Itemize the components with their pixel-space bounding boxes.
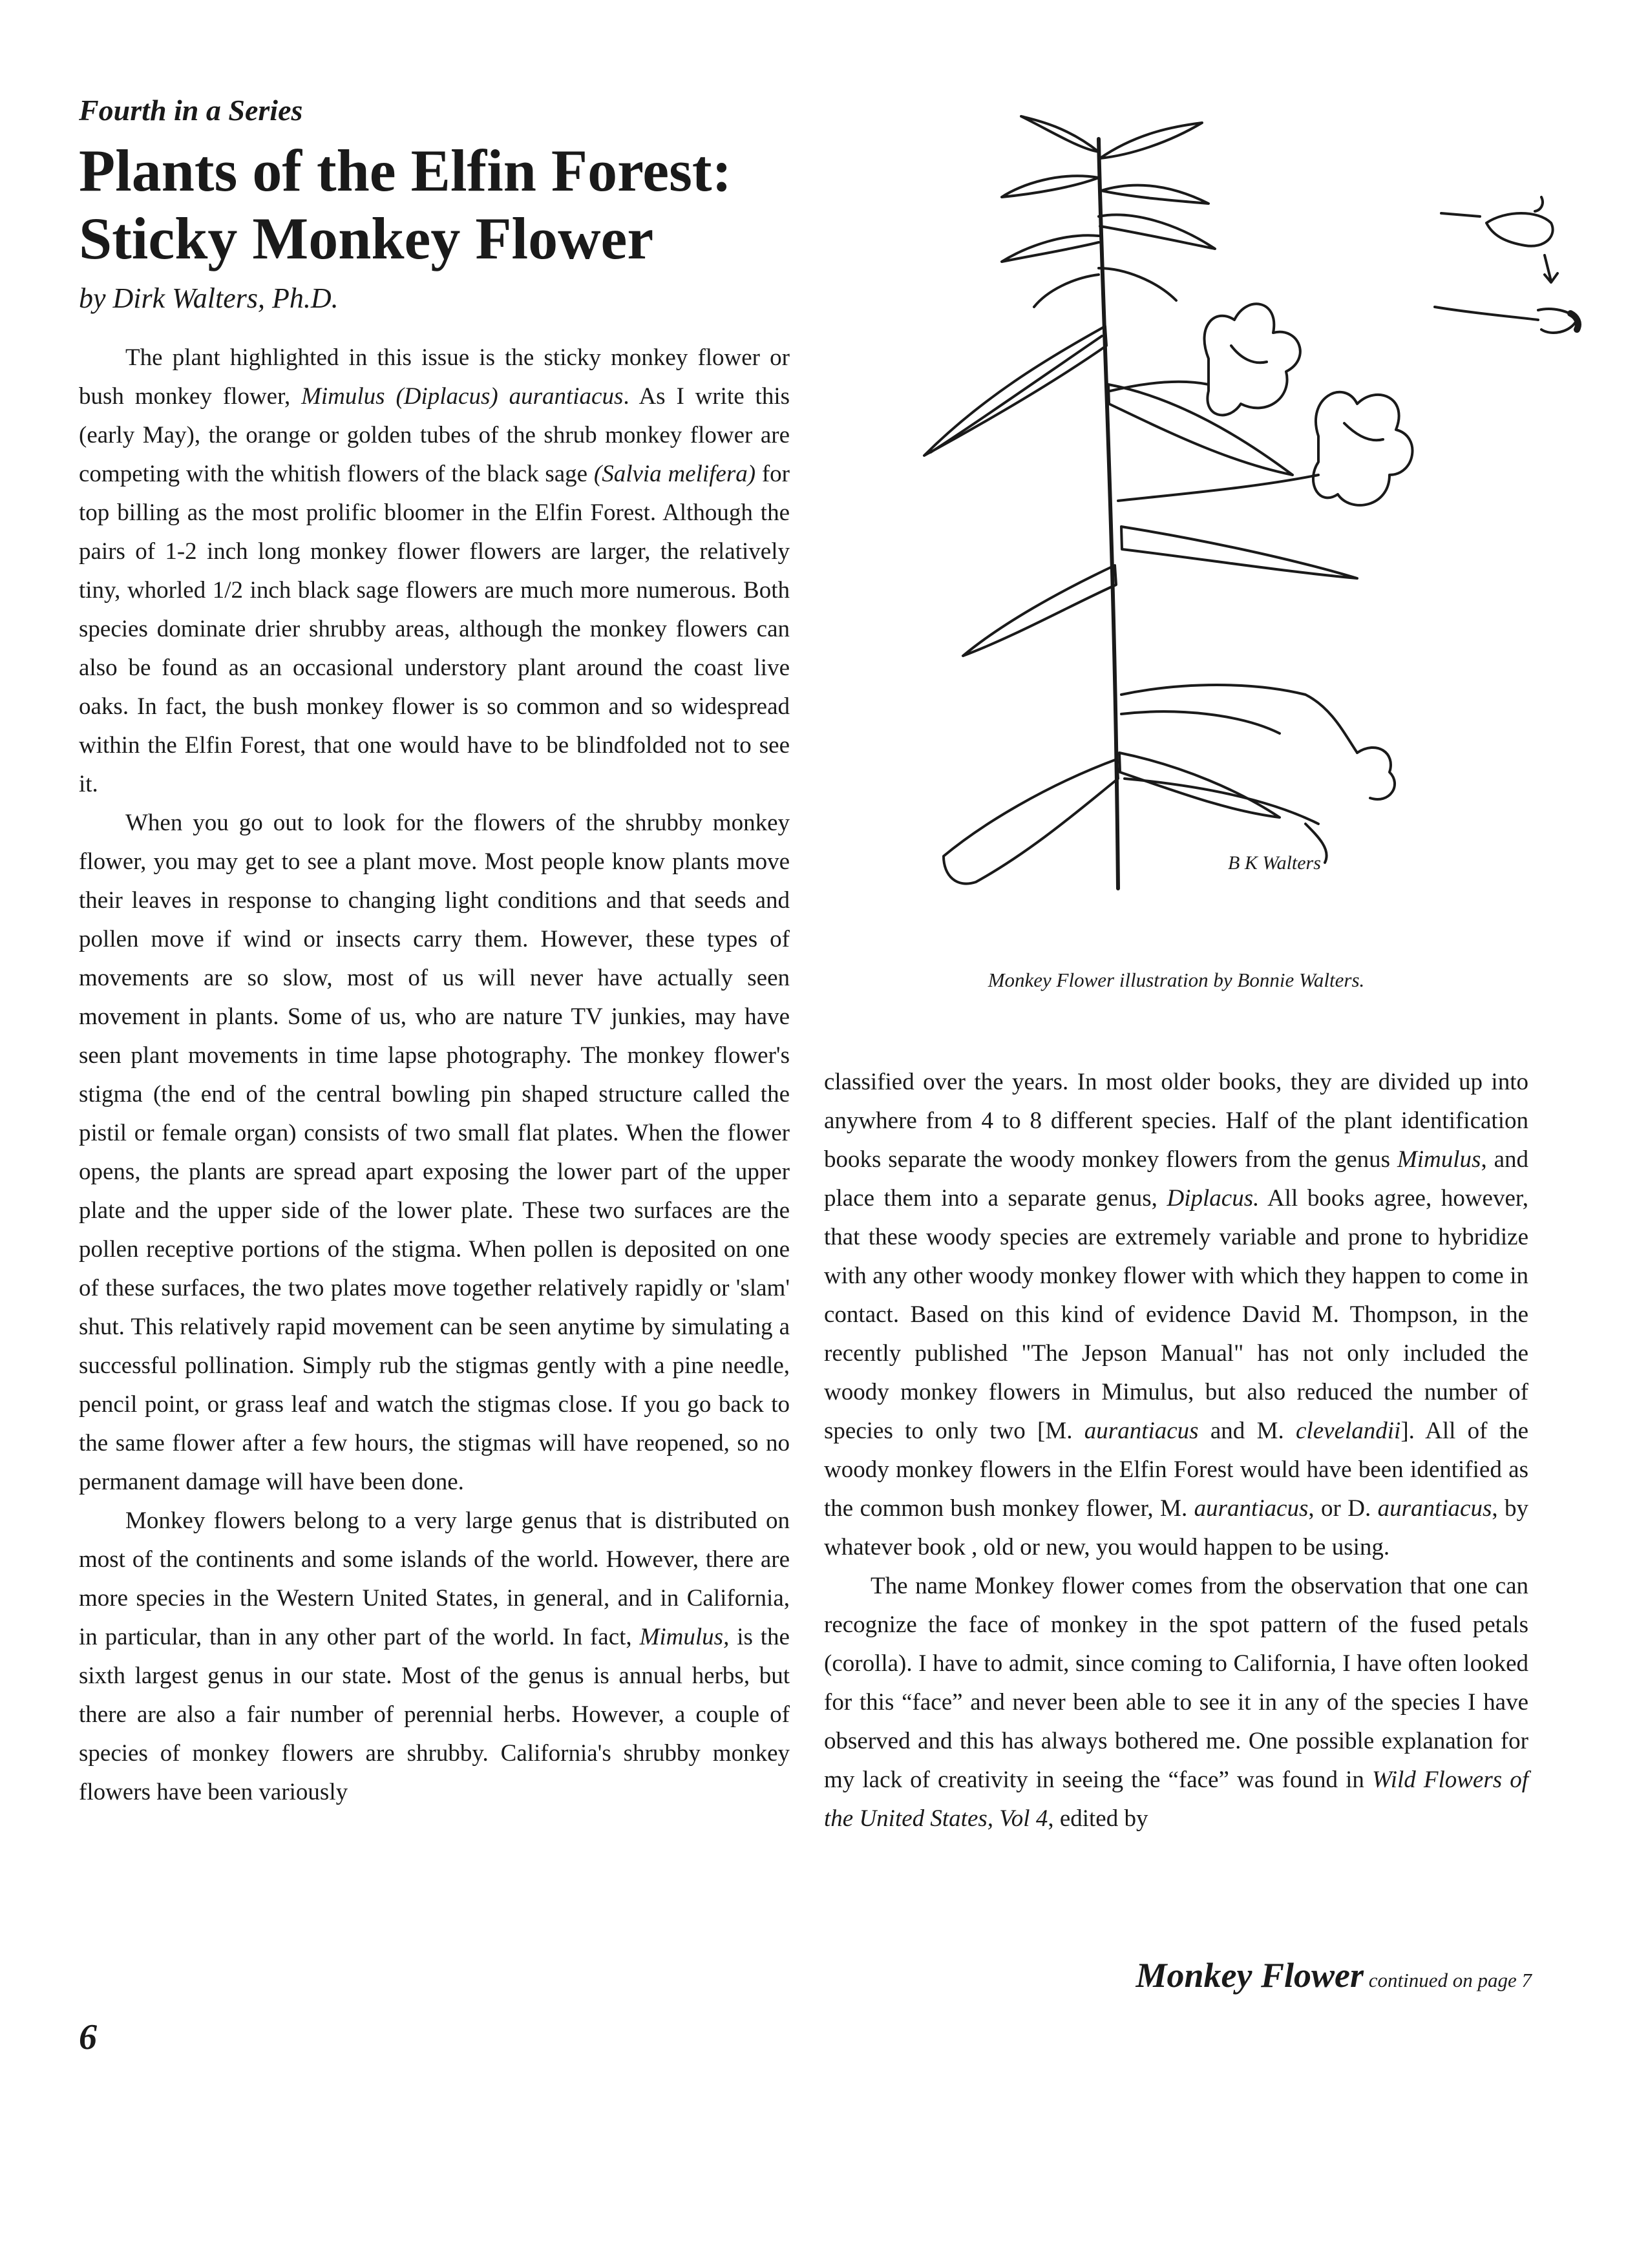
text-run: for top billing as the most prolific bloomer in the Elfin Forest. Although the pairs of 1-2 inch long monkey flower flowers are larger, the relatively tiny, whorled 1/2 inch black sage flowers are much more numerous. Both species dominate drier shrubby areas, although the monkey flowers can also be found as an occasional understory plant around the coast live oaks. In fact, the bush monkey flower is so common and so widespread within the Elfin Forest, that one would have to be blindfolded not to see it. [79,461,790,797]
illustration-caption: Monkey Flower illustration by Bonnie Walters. [988,969,1365,991]
illustration [905,113,1590,927]
text-run: All books agree, however, that these woody species are extremely variable and prone to hybridize with any other woody monkey flower with which they happen to come in contact. Based on this kind of evidence David M. Thompson, in the recently published "The Jepson Manual" has not only included the woody monkey flowers in Mimulus, but also reduced the number of species to only two [M. [824,1185,1528,1444]
text-run: , edited by [1048,1805,1148,1832]
title-line-2: Sticky Monkey Flower [79,205,654,271]
text-run: . As I write this (early May), the orange or golden tubes of the shrub monkey flower are competing with the whitish flowers of the black sage [79,383,790,487]
species-name: aurantiacus [1084,1418,1199,1444]
text-run: , and place them into a separate genus, [824,1146,1528,1212]
text-run: , or D. [1308,1495,1378,1522]
illustration-signature: B K Walters [1228,852,1321,874]
series-kicker: Fourth in a Series [79,94,303,127]
paragraph-movement: When you go out to look for the flowers of the shrubby monkey flower, you may get to see a plant move. Most people know plants move their leaves in response to changing light conditions and that seeds and pollen move if wind or insects carry them. However, these types of movements are so slow, most of us will never have actually seen movement in plants. Some of us, who are nature TV junkies, may have seen plant movements in time lapse photography. The monkey flower's stigma (the end of the central bowling pin shaped structure called the pistil or female organ) consists of two small flat plates. When the flower opens, the plants are spread apart exposing the lower part of the upper plate and the upper side of the lower plate. These two surfaces are the pollen receptive portions of the stigma. When pollen is deposited on one of these surfaces, the two plates move together relatively rapidly or 'slam' shut. This relatively rapid movement can be seen anytime by simulating a successful pollination. Simply rub the stigmas gently with a pine needle, pencil point, or grass leaf and watch the stigmas close. If you go back to the same flower after a few hours, the stigmas will have reopened, so no permanent damage will have been done. [79,810,790,1495]
text-run: The plant highlighted in this issue is the sticky monkey flower or bush monkey flower, [79,344,790,410]
text-run: and M. [1198,1418,1296,1444]
text-run: ]. All of the woody monkey flowers in the Elfin Forest would have been identified as the common bush monkey flower, M. [824,1418,1528,1522]
paragraph-genus [79,1502,790,1812]
species-name: (Salvia melifera) [593,461,756,487]
species-name: Mimulus (Diplacus) aurantiacus [301,383,624,410]
text-run: , by whatever book , old or new, you would happen to be using. [824,1495,1528,1560]
monkey-flower-drawing-icon [905,113,1590,927]
paragraph-classification [824,1063,1528,1567]
continued-page-ref: continued on page 7 [1363,1969,1532,1991]
right-column [824,1063,1528,1838]
left-column [79,339,790,1812]
article-title [79,137,854,273]
paragraph-name-origin [824,1567,1528,1838]
text-run: The name Monkey flower comes from the observation that one can recognize the face of monkey in the spot pattern of the fused petals (corolla). I have to admit, since coming to California, I have often looked for this “face” and never been able to see it in any of the species I have observed and this has always bothered me. One possible explanation for my lack of creativity in seeing the “face” was found in [824,1573,1528,1793]
text-run: is the sixth largest genus in our state. Most of the genus is annual herbs, but there are also a fair number of perennial herbs. However, a couple of species of monkey flowers are shrubby. California's shrubby monkey flowers have been variously [79,1624,790,1805]
text-run: classified over the years. In most older books, they are divided up into anywhere from 4 to 8 different species. Half of the plant identification books separate the woody monkey flowers from the genus [824,1069,1528,1173]
species-name: aurantiacus [1194,1495,1309,1522]
book-title: Wild Flowers of the United States, Vol 4 [824,1767,1529,1832]
continued-note [1136,1958,1532,1993]
paragraph-intro [79,339,790,804]
text-run: Monkey flowers belong to a very large genus that is distributed on most of the continents and some islands of the world. However, there are more species in the Western United States, in general, and in California, in particular, than in any other part of the world. In fact, [79,1507,790,1650]
genus-name: Diplacus. [1167,1185,1260,1212]
page-number: 6 [79,2017,97,2057]
species-name: clevelandii [1296,1418,1401,1444]
byline: by Dirk Walters, Ph.D. [79,282,339,314]
genus-name: Mimulus, [639,1624,730,1650]
continued-title: Monkey Flower [1136,1956,1364,1995]
species-name: aurantiacus [1377,1495,1492,1522]
title-line-1: Plants of the Elfin Forest: [79,138,732,204]
genus-name: Mimulus [1397,1146,1481,1173]
